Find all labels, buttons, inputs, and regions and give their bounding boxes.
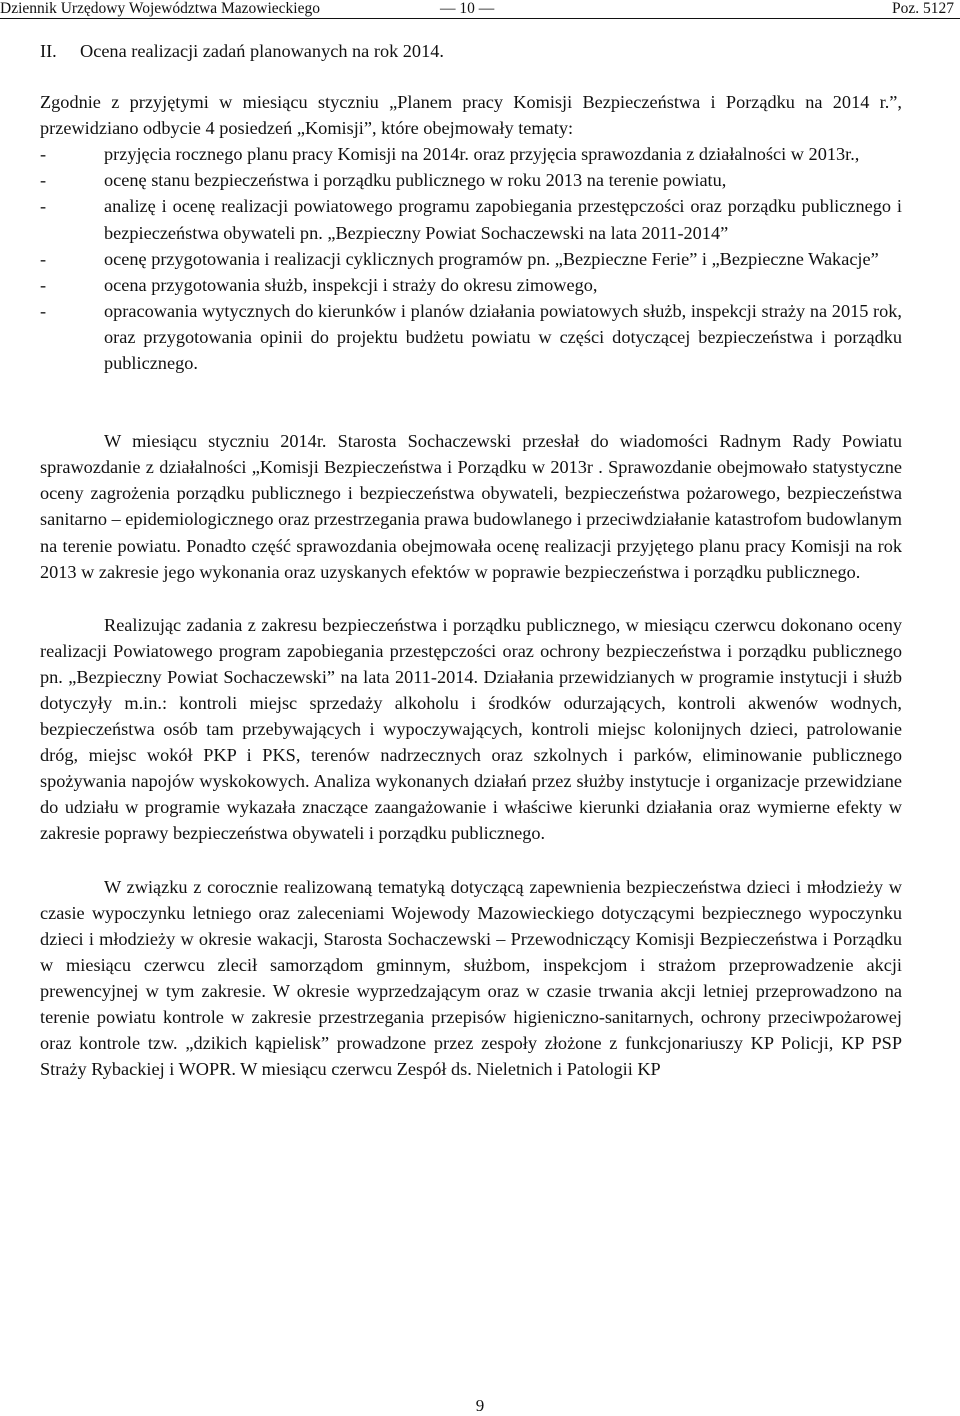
list-item xyxy=(40,246,902,272)
header-rule xyxy=(0,18,960,19)
list-item xyxy=(40,141,902,167)
document-body xyxy=(40,38,902,1082)
list-item xyxy=(40,167,902,193)
list-item xyxy=(40,298,902,376)
intro-paragraph: Zgodnie z przyjętymi w miesiącu styczniu „Planem pracy Komisji Bezpieczeństwa i Porządku na 2014 r.”, przewidziano odbycie 4 posiedzeń „Komisji”, które obejmowały tematy: xyxy=(40,92,902,139)
list-item-text: ocenę przygotowania i realizacji cyklicznych programów pn. „Bezpieczne Ferie” i „Bezpieczne Wakacje” xyxy=(104,248,879,269)
paragraph-report: W miesiącu styczniu 2014r. Starosta Sochaczewski przesłał do wiadomości Radnym Rady Powiatu sprawozdanie z działalności „Komisji Bezpieczeństwa i Porządku w 2013r . Sprawozdanie obejmowało statystyczne oceny zagrożenia porządku publicznego i bezpieczeństwa obywateli, bezpieczeństwa pożarowego, bezpieczeństwa sanitarno – epidemiologicznego oraz przestrzegania prawa budowlanego i przeciwdziałanie katastrofom budowlanym na terenie powiatu. Ponadto część sprawozdania obejmowała ocenę realizacji przyjętego planu pracy Komisji na rok 2013 w zakresie jego wykonania oraz uzyskanych efektów w poprawie bezpieczeństwa i porządku publicznego. xyxy=(40,431,902,582)
paragraph-program-evaluation: Realizując zadania z zakresu bezpieczeństwa i porządku publicznego, w miesiącu czerwcu dokonano oceny realizacji Powiatowego program zapobiegania przestępczości oraz ochrony bezpieczeństwa i porządku publicznego pn. „Bezpieczny Powiat Sochaczewski” na lata 2011-2014. Działania przewidzianych w programie instytucji i służb dotyczyły m.in.: kontroli miejsc sprzedaży alkoholu i środków odurzających, kontroli akwenów wodnych, bezpieczeństwa osób tam przebywających i wypoczywających, kontroli miejsc kolonijnych dzieci, patrolowanie dróg, miejsc wokół PKP i PKS, terenów nadrzecznych oraz szkolnych i parków, eliminowanie publicznego spożywania napojów wyskokowych. Analiza wykonanych działań przez służby instytucje i organizacje przewidziane do udziału w programie wykazała znaczące zaangażowanie i właściwe kierunki działania oraz wymierne efekty w zakresie poprawy bezpieczeństwa obywateli i porządku publicznego. xyxy=(40,614,902,844)
list-item-text: ocena przygotowania służb, inspekcji i straży do okresu zimowego, xyxy=(104,274,598,295)
list-item xyxy=(40,193,902,245)
section-heading xyxy=(40,38,902,64)
page-number: 9 xyxy=(475,1396,485,1415)
list-dash: - xyxy=(40,170,47,191)
header-position: Poz. 5127 xyxy=(892,0,954,17)
list-item-text: opracowania wytycznych do kierunków i planów działania powiatowych służb, inspekcji straży na 2015 rok, oraz przygotowania opinii do projektu budżetu powiatu w części dotyczącej bezpieczeństwa i porządku publicznego. xyxy=(104,300,902,374)
spacer xyxy=(40,376,902,428)
list-item-text: ocenę stanu bezpieczeństwa i porządku publicznego w roku 2013 na terenie powiatu, xyxy=(104,170,727,191)
header-page-marker: — 10 — xyxy=(440,0,495,17)
list-dash: - xyxy=(40,300,47,321)
list-item-text: przyjęcia rocznego planu pracy Komisji na 2014r. oraz przyjęcia sprawozdania z działalności w 2013r., xyxy=(104,144,860,165)
list-dash: - xyxy=(40,248,47,269)
list-dash: - xyxy=(40,196,47,217)
spacer xyxy=(40,847,902,874)
spacer xyxy=(40,585,902,612)
list-item-text: analizę i ocenę realizacji powiatowego programu zapobiegania przestępczości oraz porządku publicznego i bezpieczeństwa obywateli pn. „Bezpieczny Powiat Sochaczewski na lata 2011-2014” xyxy=(104,196,902,243)
paragraph-summer-safety: W związku z corocznie realizowaną tematyką dotyczącą zapewnienia bezpieczeństwa dzieci i młodzieży w czasie wypoczynku letniego oraz zaleceniami Wojewody Mazowieckiego dotyczącymi bezpiecznego wypoczynku dzieci i młodzieży w okresie wakacji, Starosta Sochaczewski – Przewodniczący Komisji Bezpieczeństwa i Porządku w miesiącu czerwcu zlecił samorządom gminnym, służbom, inspekcjom i strażom przeprowadzenie akcji prewencyjnej w tym zakresie. W okresie wyprzedzającym oraz w czasie trwania akcji letniej przeprowadzono na terenie powiatu kontrole w zakresie przestrzegania przepisów higieniczno-sanitarnych, ochrony przeciwpożarowej oraz kontrole tzw. „dzikich kąpielisk” prowadzone przez zespoły złożone z funkcjonariuszy KP Policji, KP PSP Straży Rybackiej i WOPR. W miesiącu czerwcu Zespół ds. Nieletnich i Patologii KP xyxy=(40,876,902,1080)
list-dash: - xyxy=(40,274,47,295)
section-number: II. xyxy=(40,41,57,61)
page-header xyxy=(0,0,960,20)
list-item xyxy=(40,272,902,298)
topics-list xyxy=(40,141,902,376)
section-title: Ocena realizacji zadań planowanych na rok 2014. xyxy=(80,41,444,61)
list-dash: - xyxy=(40,144,47,165)
header-publication: Dziennik Urzędowy Województwa Mazowieckiego xyxy=(0,0,320,17)
